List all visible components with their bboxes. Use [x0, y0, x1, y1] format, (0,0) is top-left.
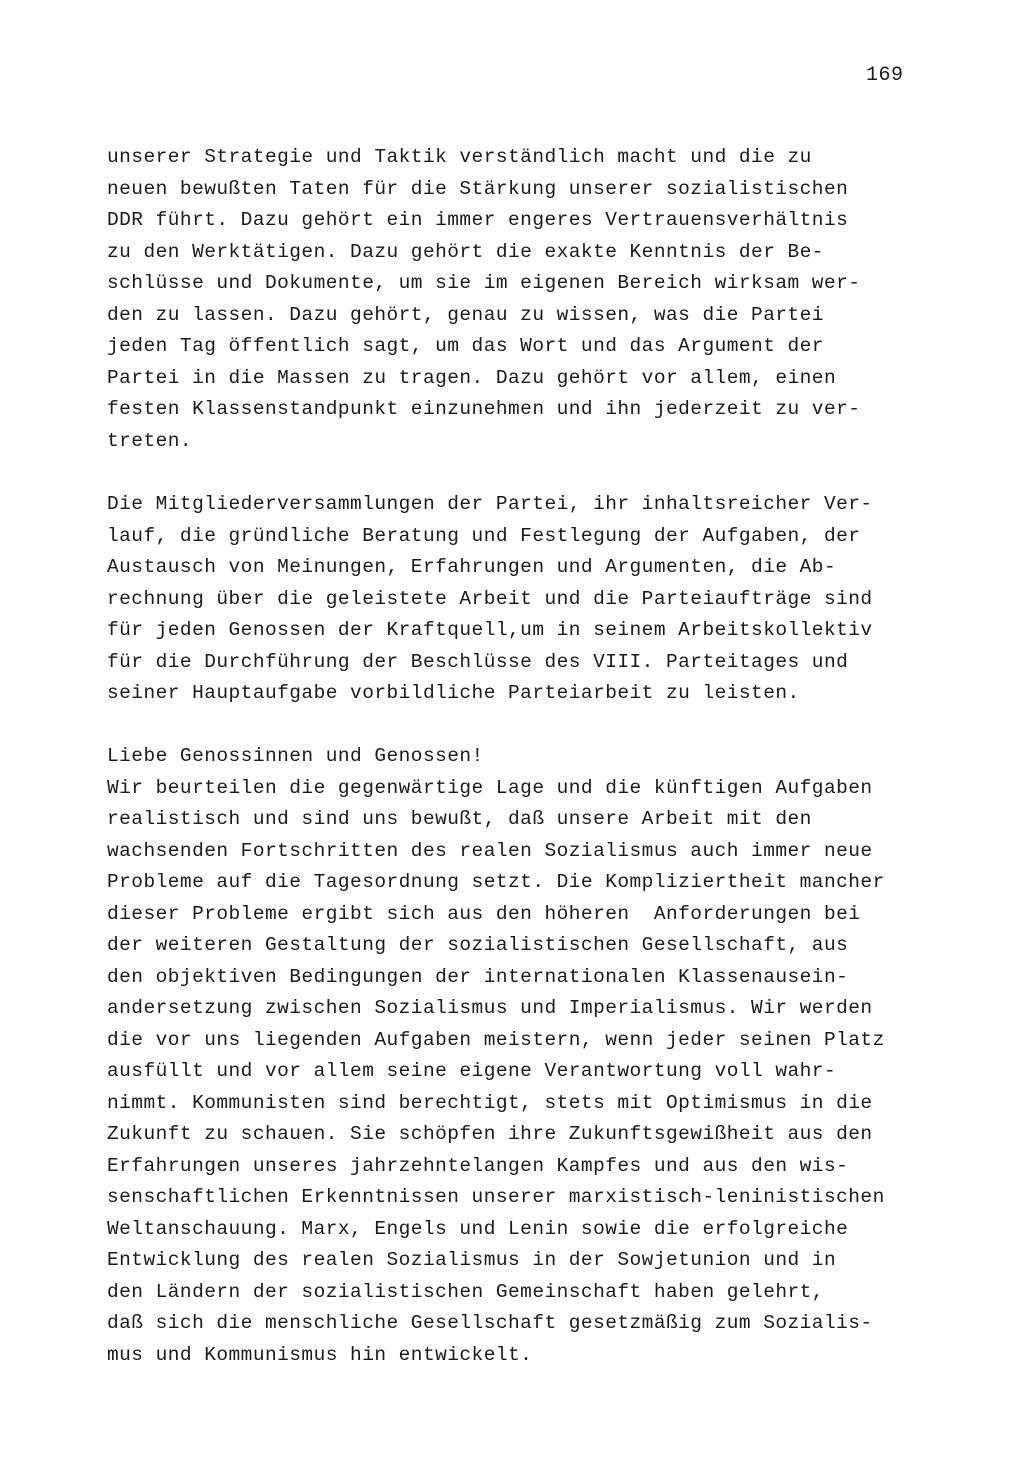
text-line: Weltanschauung. Marx, Engels und Lenin sowie die erfolgreiche [107, 1217, 849, 1240]
text-line: schlüsse und Dokumente, um sie im eigenen Bereich wirksam wer- [107, 272, 861, 294]
text-line: der weiteren Gestaltung der sozialistischen Gesellschaft, aus [107, 934, 849, 956]
text-line: wachsenden Fortschritten des realen Sozialismus auch immer neue [107, 839, 873, 862]
text-line: dieser Probleme ergibt sich aus den höheren Anforderungen bei [107, 902, 861, 925]
page-number: 169 [866, 64, 904, 87]
text-line: Wir beurteilen die gegenwärtige Lage und die künftigen Aufgaben [107, 776, 873, 799]
text-line: realistisch und sind uns bewußt, daß unsere Arbeit mit den [107, 808, 812, 830]
text-line: mus und Kommunismus hin entwickelt. [107, 1343, 533, 1366]
text-line: senschaftlichen Erkenntnissen unserer marxistisch-leninistischen [107, 1186, 885, 1208]
text-line: für die Durchführung der Beschlüsse des VIII. Parteitages und [107, 650, 849, 673]
text-line: Austausch von Meinungen, Erfahrungen und Argumenten, die Ab- [107, 556, 837, 578]
text-line: rechnung über die geleistete Arbeit und die Parteiaufträge sind [107, 587, 873, 610]
text-line: den zu lassen. Dazu gehört, genau zu wissen, was die Partei [107, 303, 824, 326]
paragraph-3 [107, 741, 927, 1371]
text-line: ausfüllt und vor allem seine eigene Verantwortung voll wahr- [107, 1060, 837, 1082]
text-line: andersetzung zwischen Sozialismus und Imperialismus. Wir werden [107, 997, 873, 1019]
text-line: daß sich die menschliche Gesellschaft gesetzmäßig zum Sozialis- [107, 1312, 873, 1334]
text-line: festen Klassenstandpunkt einzunehmen und ihn jederzeit zu ver- [107, 398, 861, 420]
text-line: Probleme auf die Tagesordnung setzt. Die Kompliziertheit mancher [107, 871, 885, 893]
text-line: treten. [107, 429, 193, 452]
text-line: DDR führt. Dazu gehört ein immer engeres Vertrauensverhältnis [107, 209, 849, 231]
text-line: zu den Werktätigen. Dazu gehört die exakte Kenntnis der Be- [107, 240, 824, 263]
text-line: Zukunft zu schauen. Sie schöpfen ihre Zukunftsgewißheit aus den [107, 1123, 873, 1145]
text-line: seiner Hauptaufgabe vorbildliche Parteiarbeit zu leisten. [107, 682, 800, 704]
text-line: neuen bewußten Taten für die Stärkung unserer sozialistischen [107, 177, 849, 200]
text-line: für jeden Genossen der Kraftquell,um in seinem Arbeitskollektiv [107, 619, 873, 641]
salutation: Liebe Genossinnen und Genossen! [107, 745, 484, 767]
text-line: nimmt. Kommunisten sind berechtigt, stets mit Optimismus in die [107, 1091, 873, 1114]
text-line: den Ländern der sozialistischen Gemeinschaft haben gelehrt, [107, 1280, 824, 1303]
paragraph-1 [107, 142, 927, 457]
text-line: Die Mitgliederversammlungen der Partei, ihr inhaltsreicher Ver- [107, 493, 873, 515]
text-line: Erfahrungen unseres jahrzehntelangen Kampfes und aus den wis- [107, 1154, 849, 1177]
paragraph-2 [107, 489, 927, 710]
text-line: Entwicklung des realen Sozialismus in der Sowjetunion und in [107, 1249, 837, 1271]
text-line: lauf, die gründliche Beratung und Festlegung der Aufgaben, der [107, 524, 861, 547]
text-line: Partei in die Massen zu tragen. Dazu gehört vor allem, einen [107, 366, 837, 389]
text-line: den objektiven Bedingungen der internationalen Klassenausein- [107, 965, 849, 988]
text-line: die vor uns liegenden Aufgaben meistern, wenn jeder seinen Platz [107, 1028, 885, 1051]
text-line: jeden Tag öffentlich sagt, um das Wort und das Argument der [107, 335, 824, 357]
text-line: unserer Strategie und Taktik verständlich macht und die zu [107, 146, 812, 168]
